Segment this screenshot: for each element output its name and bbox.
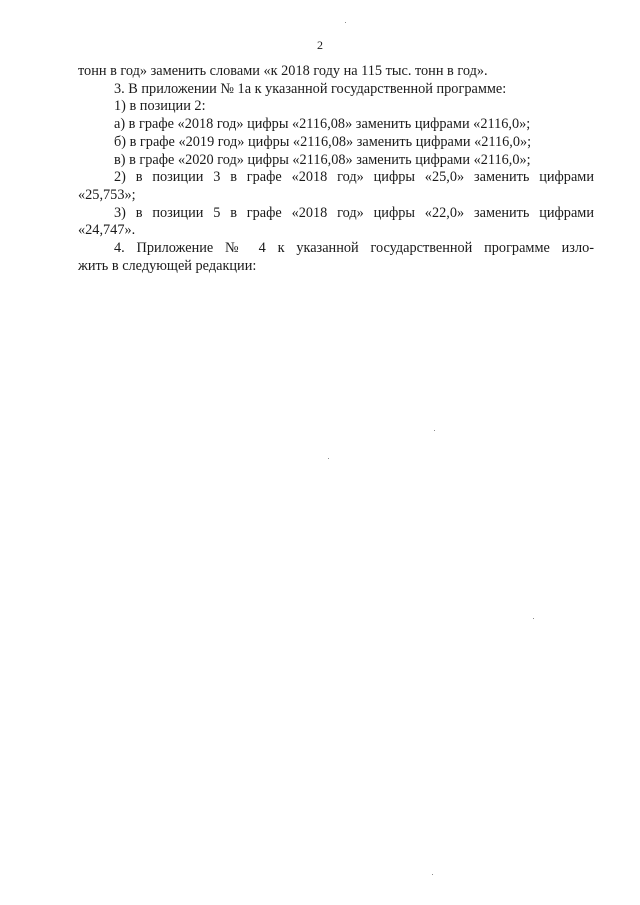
text-line: б) в графе «2019 год» цифры «2116,08» заменить цифрами «2116,0»; [114, 133, 532, 150]
text-line: 3. В приложении № 1а к указанной государственной программе: [114, 80, 507, 97]
text-line: тонн в год» заменить словами «к 2018 году на 115 тыс. тонн в год». [78, 63, 488, 79]
scan-speck [432, 874, 433, 875]
text-line: 4. Приложение № 4 к указанной государственной программе изло- [114, 240, 594, 257]
text-line: жить в следующей редакции: [78, 257, 257, 274]
text-line: 2) в позиции 3 в графе «2018 год» цифры «25,0» заменить цифрами [114, 169, 594, 186]
scan-speck [345, 22, 346, 23]
page-number: 2 [317, 38, 323, 52]
scan-speck [434, 430, 435, 431]
text-line: 3) в позиции 5 в графе «2018 год» цифры «22,0» заменить цифрами [114, 204, 594, 221]
text-line: «25,753»; [78, 186, 136, 203]
text-line: а) в графе «2018 год» цифры «2116,08» заменить цифрами «2116,0»; [114, 116, 531, 133]
document-body [78, 63, 594, 275]
text-line: «24,747». [78, 222, 136, 239]
scan-speck [328, 458, 329, 459]
scan-speck [533, 618, 534, 619]
text-line: 1) в позиции 2: [114, 98, 206, 115]
text-line: в) в графе «2020 год» цифры «2116,08» заменить цифрами «2116,0»; [114, 151, 531, 168]
